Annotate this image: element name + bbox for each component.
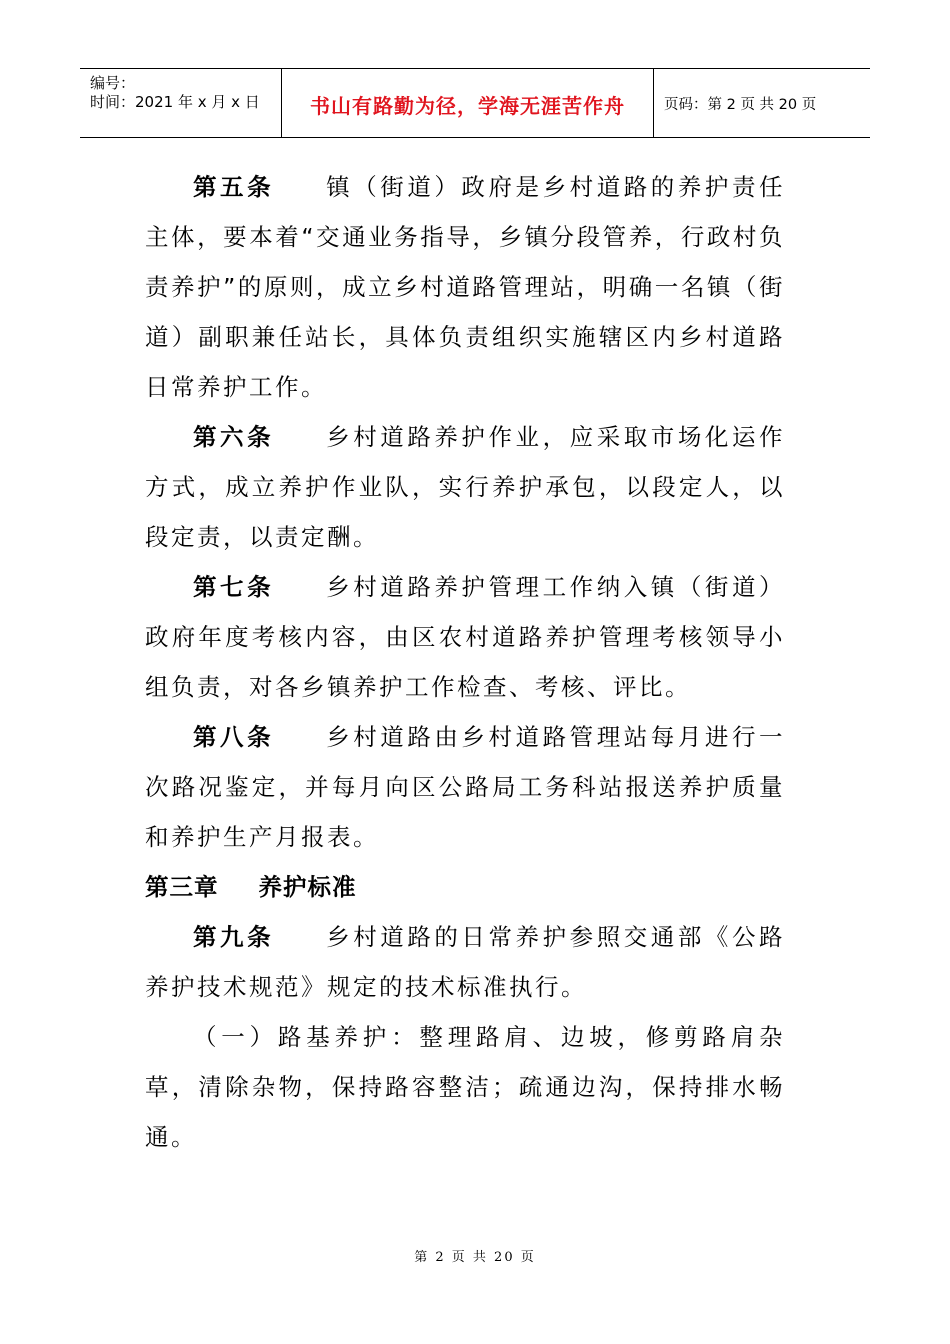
article-8: [145, 712, 785, 862]
article-text: 乡村道路由乡村道路管理站每月进行一次路况鉴定，并每月向区公路局工务科站报送养护质量和养护生产月报表。: [145, 723, 786, 851]
header-table: [80, 68, 870, 138]
document-date: 时间：2021 年 x 月 x 日: [90, 93, 260, 111]
article-text: 乡村道路的日常养护参照交通部《公路养护技术规范》规定的技术标准执行。: [145, 923, 786, 1001]
chapter-number: 第三章: [145, 873, 219, 901]
article-label: 第七条: [193, 573, 275, 601]
article-text: 乡村道路养护作业，应采取市场化运作方式，成立养护作业队，实行养护承包，以段定人，以段定责，以责定酬。: [145, 423, 786, 551]
article-text: 乡村道路养护管理工作纳入镇（街道）政府年度考核内容，由区农村道路养护管理考核领导小组负责，对各乡镇养护工作检查、考核、评比。: [145, 573, 786, 701]
article-label: 第八条: [193, 723, 275, 751]
article-text: 镇（街道）政府是乡村道路的养护责任主体，要本着“交通业务指导，乡镇分段管养，行政村负责养护”的原则，成立乡村道路管理站，明确一名镇（街道）副职兼任站长，具体负责组织实施辖区内乡村道路日常养护工作。: [145, 173, 786, 401]
article-label: 第九条: [193, 923, 275, 951]
chapter-heading: [145, 862, 785, 912]
header-page-info: 页码：第 2 页 共 20 页: [664, 96, 817, 113]
article-9: [145, 912, 785, 1012]
header-meta-cell: [80, 69, 282, 137]
document-number-label: 编号：: [90, 74, 136, 92]
document-body: [145, 162, 785, 1162]
article-label: 第五条: [193, 173, 275, 201]
article-6: [145, 412, 785, 562]
article-label: 第六条: [193, 423, 275, 451]
chapter-title: 养护标准: [258, 873, 357, 901]
list-item-1: （一）路基养护：整理路肩、边坡，修剪路肩杂草，清除杂物，保持路容整洁；疏通边沟，保持排水畅通。: [145, 1023, 785, 1151]
header-motto: 书山有路勤为径，学海无涯苦作舟: [282, 69, 654, 137]
page-footer: 第 2 页 共 20 页: [414, 1250, 536, 1265]
article-5: [145, 162, 785, 412]
article-7: [145, 562, 785, 712]
